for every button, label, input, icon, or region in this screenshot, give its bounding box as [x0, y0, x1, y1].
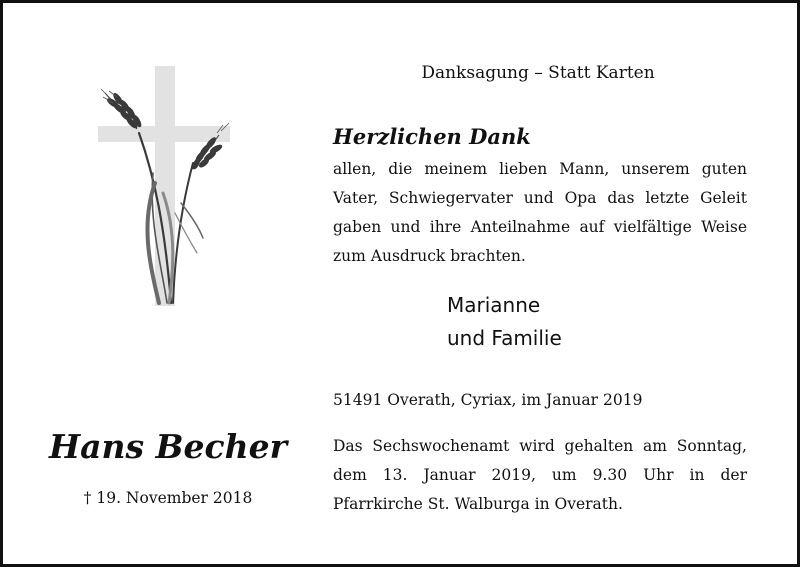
thanks-body: allen, die meinem lieben Mann, unserem guten Vater, Schwiegervater und Opa das letzte Geleit gaben und ihre Anteilnahme auf vielfältige Weise zum Ausdruck brachten.	[333, 160, 747, 265]
wheat-ear-left	[101, 89, 143, 130]
service-announcement: Das Sechswochenamt wird gehalten am Sonntag, dem 13. Januar 2019, um 9.30 Uhr in der Pfarrkirche St. Walburga in Overath.	[333, 437, 747, 513]
signer-line1: Marianne	[447, 293, 541, 317]
death-date: † 19. November 2018	[83, 489, 253, 507]
thanks-title: Herzlichen Dank	[333, 124, 531, 149]
signer-line2: und Familie	[447, 326, 562, 350]
deceased-name: Hans Becher	[49, 427, 287, 466]
notice-heading: Danksagung – Statt Karten	[421, 63, 655, 83]
place-date: 51491 Overath, Cyriax, im Januar 2019	[333, 391, 643, 409]
cross-with-wheat-icon	[93, 63, 243, 308]
signer-block	[447, 289, 562, 355]
